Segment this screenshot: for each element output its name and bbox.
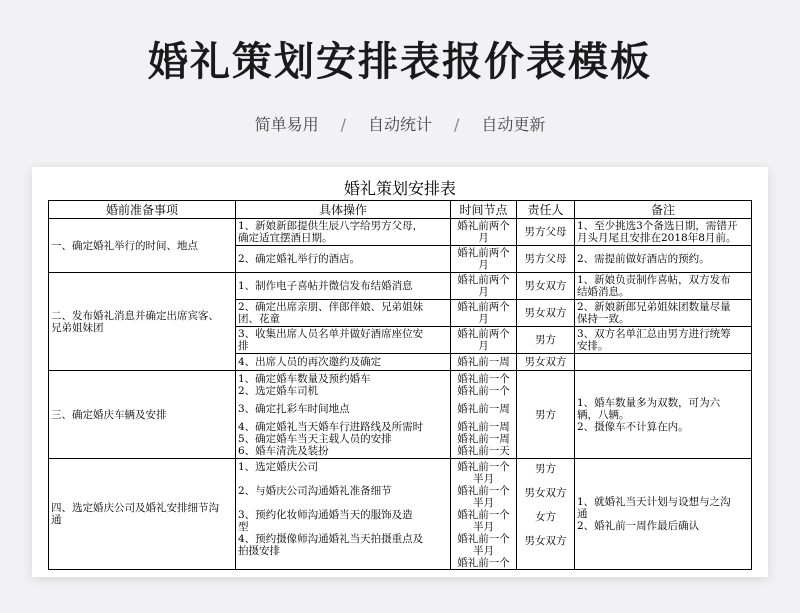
note-cell: [575, 354, 752, 371]
feature-tags: [0, 112, 800, 135]
person-cell: 男女双方: [517, 300, 575, 327]
person-cell: 男方: [517, 371, 575, 459]
col-header-person: 责任人: [517, 201, 575, 219]
note-cell: 3、双方名单汇总由男方进行统筹 安排。: [575, 327, 752, 354]
note-cell: 1、至少挑选3个备选日期，需错开 月头月尾且安排在2018年8月前。: [575, 219, 752, 246]
operation-cell: 1、新娘新郎提供生辰八字给男方父母， 确定适宜摆酒日期。: [236, 219, 451, 246]
spreadsheet-preview: [32, 167, 768, 577]
time-cell: 婚礼前一周: [451, 354, 517, 371]
table-row: [49, 459, 752, 570]
plan-table: [48, 200, 752, 570]
col-header-note: 备注: [575, 201, 752, 219]
note-cell: 2、需提前做好酒店的预约。: [575, 246, 752, 273]
note-cell: 2、新娘新郎兄弟姐妹团数量尽量 保持一致。: [575, 300, 752, 327]
time-cell: 婚礼前一个 半月 婚礼前一个 半月 婚礼前一个 半月 婚礼前一个 半月 婚礼前一个: [451, 459, 517, 570]
item-cell: 四、选定婚庆公司及婚礼安排细节沟 通: [49, 459, 236, 570]
person-cell: 男方父母: [517, 219, 575, 246]
operation-cell: 4、出席人员的再次邀约及确定: [236, 354, 451, 371]
tag-auto-stats: 自动统计: [367, 115, 432, 134]
operation-cell: 1、制作电子喜帖并微信发布结婚消息: [236, 273, 451, 300]
time-cell: 婚礼前两个 月: [451, 327, 517, 354]
header-row: [49, 201, 752, 219]
sheet-title: 婚礼策划安排表: [343, 179, 456, 198]
operation-cell: 1、确定婚车数量及预约婚车 2、选定婚车司机 3、确定扎彩车时间地点 4、确定婚礼当天婚车行进路线及所需时 5、确定婚车当天主载人员的安排 6、婚车清洗及装扮: [236, 371, 451, 459]
col-header-operation: 具体操作: [236, 201, 451, 219]
tag-auto-update: 自动更新: [481, 115, 546, 134]
operation-cell: 2、确定婚礼举行的酒店。: [236, 246, 451, 273]
time-cell: 婚礼前两个 月: [451, 219, 517, 246]
table-row: [49, 371, 752, 459]
time-cell: 婚礼前两个 月: [451, 246, 517, 273]
time-cell: 婚礼前两个 月: [451, 273, 517, 300]
person-cell: 男女双方: [517, 273, 575, 300]
person-cell: 男女双方: [517, 354, 575, 371]
table-row: [49, 219, 752, 246]
col-header-time: 时间节点: [451, 201, 517, 219]
note-cell: 1、婚车数量多为双数，可为六 辆，八辆。 2、摄像车不计算在内。: [575, 371, 752, 459]
tag-separator: /: [340, 115, 346, 134]
item-cell: 一、确定婚礼举行的时间、地点: [49, 219, 236, 273]
operation-cell: 3、收集出席人员名单并做好酒席座位安 排: [236, 327, 451, 354]
tag-separator: /: [454, 115, 460, 134]
operation-cell: 1、选定婚庆公司 2、与婚庆公司沟通婚礼准备细节 3、预约化妆师沟通婚当天的服饰及造 型 4、预约摄像师沟通婚礼当天拍摄重点及 拍摄安排: [236, 459, 451, 570]
person-cell: 男方: [517, 327, 575, 354]
time-cell: 婚礼前一个 婚礼前一个 婚礼前一周 婚礼前一周 婚礼前一周 婚礼前一天: [451, 371, 517, 459]
time-cell: 婚礼前两个 月: [451, 300, 517, 327]
page-title: 婚礼策划安排表报价表模板: [148, 39, 652, 85]
item-cell: 三、确定婚庆车辆及安排: [49, 371, 236, 459]
operation-cell: 2、确定出席亲朋、伴郎伴娘、兄弟姐妹 团、花童: [236, 300, 451, 327]
item-cell: 二、发布婚礼消息并确定出席宾客、 兄弟姐妹团: [49, 273, 236, 371]
tag-easy: 简单易用: [254, 115, 319, 134]
table-row: [49, 273, 752, 300]
note-cell: 1、新娘负责制作喜帖，双方发布 结婚消息。: [575, 273, 752, 300]
col-header-item: 婚前准备事项: [49, 201, 236, 219]
person-cell: 男方父母: [517, 246, 575, 273]
person-cell: 男方 男女双方 女方 男女双方: [517, 459, 575, 570]
note-cell: 1、就婚礼当天计划与设想与之沟 通 2、婚礼前一周作最后确认: [575, 459, 752, 570]
